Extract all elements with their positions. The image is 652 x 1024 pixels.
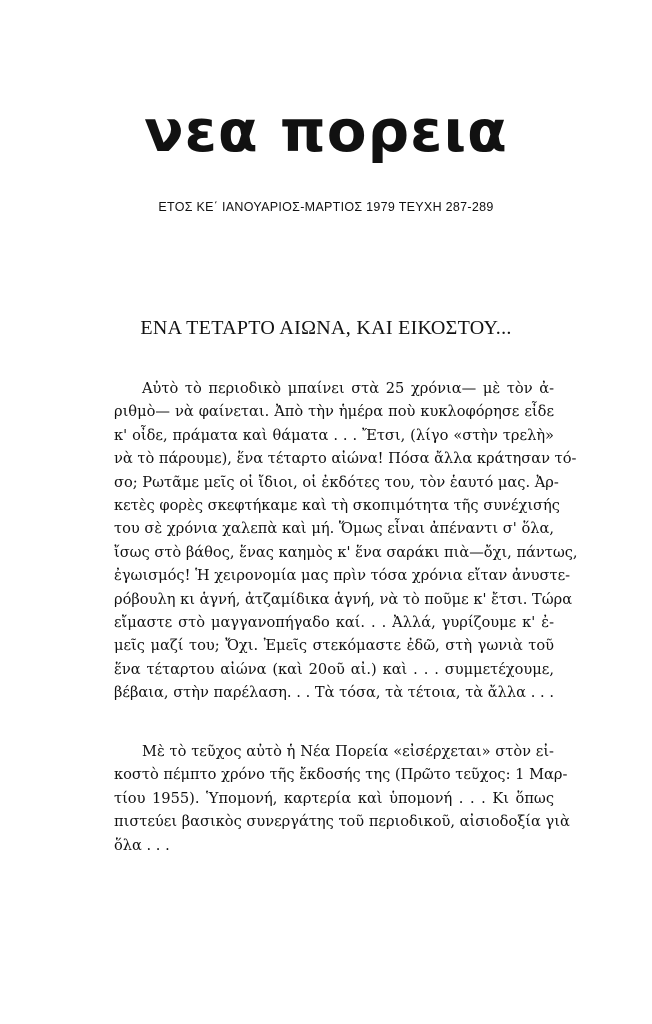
- paragraph-line: ἐγωισμός! Ἡ χειρονομία μας πρὶν τόσα χρόνια εἴταν ἀνυστε-: [114, 567, 571, 585]
- paragraph-line: κ' οἶδε, πράματα καὶ θάματα . . . Ἔτσι, (λίγο «στὴν τρελὴ»: [114, 426, 554, 444]
- paragraph-line: κοστὸ πέμπτο χρόνο τῆς ἔκδοσής της (Πρῶτο τεῦχος: 1 Μαρ-: [114, 766, 568, 784]
- paragraph-line: τίου 1955). Ὑπομονή, καρτερία καὶ ὑπομονή . . . Κι ὅπως: [114, 789, 554, 807]
- paragraph-line: ριθμὸ— νὰ φαίνεται. Ἀπὸ τὴν ἡμέρα ποὺ κυκλοφόρησε εἶδε: [114, 403, 554, 421]
- paragraph-line: ἴσως στὸ βάθος, ἕνας καημὸς κ' ἕνα σαράκι πιὰ—ὄχι, πάντως,: [114, 543, 578, 561]
- paragraph-line: εἴμαστε στὸ μαγγανοπήγαδο καί. . . Ἀλλά, γυρίζουμε κ' ἐ-: [114, 614, 554, 632]
- paragraph-line: ὅλα . . .: [114, 836, 170, 854]
- article-paragraph-2: [114, 740, 570, 857]
- paragraph-line: Μὲ τὸ τεῦχος αὐτὸ ἡ Νέα Πορεία «εἰσέρχεται» στὸν εἰ-: [142, 743, 554, 760]
- paragraph-line: ρόβουλη κι ἁγνή, ἀτζαμίδικα ἁγνή, νὰ τὸ ποῦμε κ' ἔτσι. Τώρα: [114, 590, 573, 608]
- issue-line: ΕΤΟΣ ΚΕ΄ ΙΑΝΟΥΑΡΙΟΣ-ΜΑΡΤΙΟΣ 1979 ΤΕΥΧΗ 287-289: [158, 200, 494, 214]
- paragraph-line: Αὐτὸ τὸ περιοδικὸ μπαίνει στὰ 25 χρόνια— μὲ τὸν ἀ-: [142, 380, 554, 397]
- masthead-title: νεα πορεια: [144, 97, 508, 165]
- article-title: ΕΝΑ ΤΕΤΑΡΤΟ ΑΙΩΝΑ, ΚΑΙ ΕΙΚΟΣΤΟΥ...: [140, 317, 512, 339]
- paragraph-line: σο; Ρωτᾶμε μεῖς οἱ ἴδιοι, οἱ ἐκδότες του, τὸν ἑαυτό μας. Ἀρ-: [114, 473, 559, 491]
- paragraph-line: μεῖς μαζί του; Ὄχι. Ἐμεῖς στεκόμαστε ἐδῶ, στὴ γωνιὰ τοῦ: [114, 637, 554, 655]
- paragraph-line: πιστεύει βασικὸς συνεργάτης τοῦ περιοδικοῦ, αἰσιοδοξία γιὰ: [114, 813, 570, 831]
- paragraph-line: νὰ τὸ πάρουμε), ἕνα τέταρτο αἰώνα! Πόσα ἄλλα κράτησαν τό-: [114, 450, 577, 468]
- article-paragraph-1: [114, 377, 578, 705]
- paragraph-line: ἕνα τέταρτου αἰώνα (καὶ 20οῦ αἰ.) καὶ . . . συμμετέχουμε,: [114, 660, 554, 678]
- paragraph-line: του σὲ χρόνια χαλεπὰ καὶ μή. Ὅμως εἶναι ἀπέναντι σ' ὅλα,: [114, 520, 554, 538]
- paragraph-line: βέβαια, στὴν παρέλαση. . . Τὰ τόσα, τὰ τέτοια, τὰ ἄλλα . . .: [114, 684, 554, 702]
- paragraph-line: κετὲς φορὲς σκεφτήκαμε καὶ τὴ σκοπιμότητα τῆς συνέχισής: [114, 497, 560, 515]
